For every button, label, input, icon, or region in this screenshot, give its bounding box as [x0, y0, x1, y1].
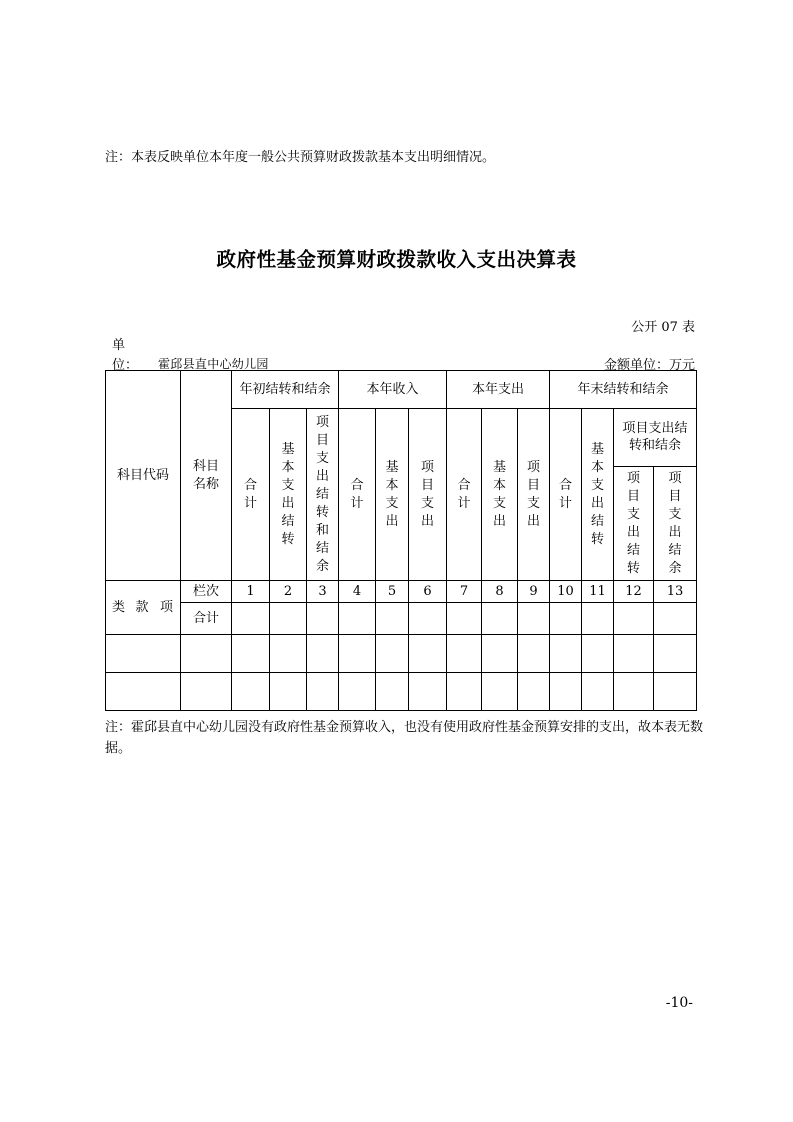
header-open-basic-carry: 基本支出结转	[270, 409, 307, 581]
table-row	[106, 673, 697, 711]
row-number-label: 栏次	[181, 581, 232, 603]
col-number: 11	[582, 581, 614, 603]
sum-row	[106, 603, 697, 635]
col-number: 10	[550, 581, 582, 603]
header-project-balance: 项目支出结余	[654, 467, 697, 581]
header-group-expense: 本年支出	[447, 371, 550, 409]
row-number-row	[106, 581, 697, 603]
page-title: 政府性基金预算财政拨款收入支出决算表	[216, 248, 577, 271]
header-income-project: 项目支出	[409, 409, 447, 581]
page-number: -10-	[665, 995, 693, 1011]
bottom-note: 注：霍邱县直中心幼儿园没有政府性基金预算收入，也没有使用政府性基金预算安排的支出，故本表无数据。	[105, 720, 704, 756]
header-group-close: 年末结转和结余	[550, 371, 697, 409]
col-number: 7	[447, 581, 482, 603]
unit-label-line1: 单	[112, 338, 126, 353]
col-number: 5	[376, 581, 409, 603]
col-number: 1	[232, 581, 270, 603]
col-number: 13	[654, 581, 697, 603]
header-close-basic-carry: 基本支出结转	[582, 409, 614, 581]
header-income-basic: 基本支出	[376, 409, 409, 581]
col-number: 8	[482, 581, 518, 603]
amount-unit: 金额单位：万元	[603, 358, 695, 373]
header-open-project-carry-balance: 项目支出结转和结余	[307, 409, 339, 581]
budget-table	[105, 370, 697, 711]
col-number: 2	[270, 581, 307, 603]
header-open-total: 合计	[232, 409, 270, 581]
col-number: 12	[614, 581, 654, 603]
unit-name: 霍邱县直中心幼儿园	[158, 357, 269, 371]
header-expense-project: 项目支出	[518, 409, 550, 581]
header-income-total: 合计	[339, 409, 376, 581]
header-close-total: 合计	[550, 409, 582, 581]
top-note: 注：本表反映单位本年度一般公共预算财政拨款基本支出明细情况。	[105, 150, 496, 165]
col-number: 4	[339, 581, 376, 603]
header-expense-basic: 基本支出	[482, 409, 518, 581]
header-expense-total: 合计	[447, 409, 482, 581]
header-subject-name: 科目名称	[181, 371, 232, 581]
col-number: 9	[518, 581, 550, 603]
header-group-open: 年初结转和结余	[232, 371, 339, 409]
unit-label-line2: 位：	[112, 358, 139, 373]
header-group-income: 本年收入	[339, 371, 447, 409]
header-subject-code: 科目代码	[106, 371, 181, 581]
col-number: 6	[409, 581, 447, 603]
sum-label: 合计	[181, 603, 232, 635]
col-number: 3	[307, 581, 339, 603]
header-project-carry: 项目支出结转	[614, 467, 654, 581]
class-cell: 类 款 项	[106, 581, 181, 635]
form-number: 公开 07 表	[631, 320, 695, 335]
header-project-close-group: 项目支出结转和结余	[614, 409, 697, 467]
table-row	[106, 635, 697, 673]
